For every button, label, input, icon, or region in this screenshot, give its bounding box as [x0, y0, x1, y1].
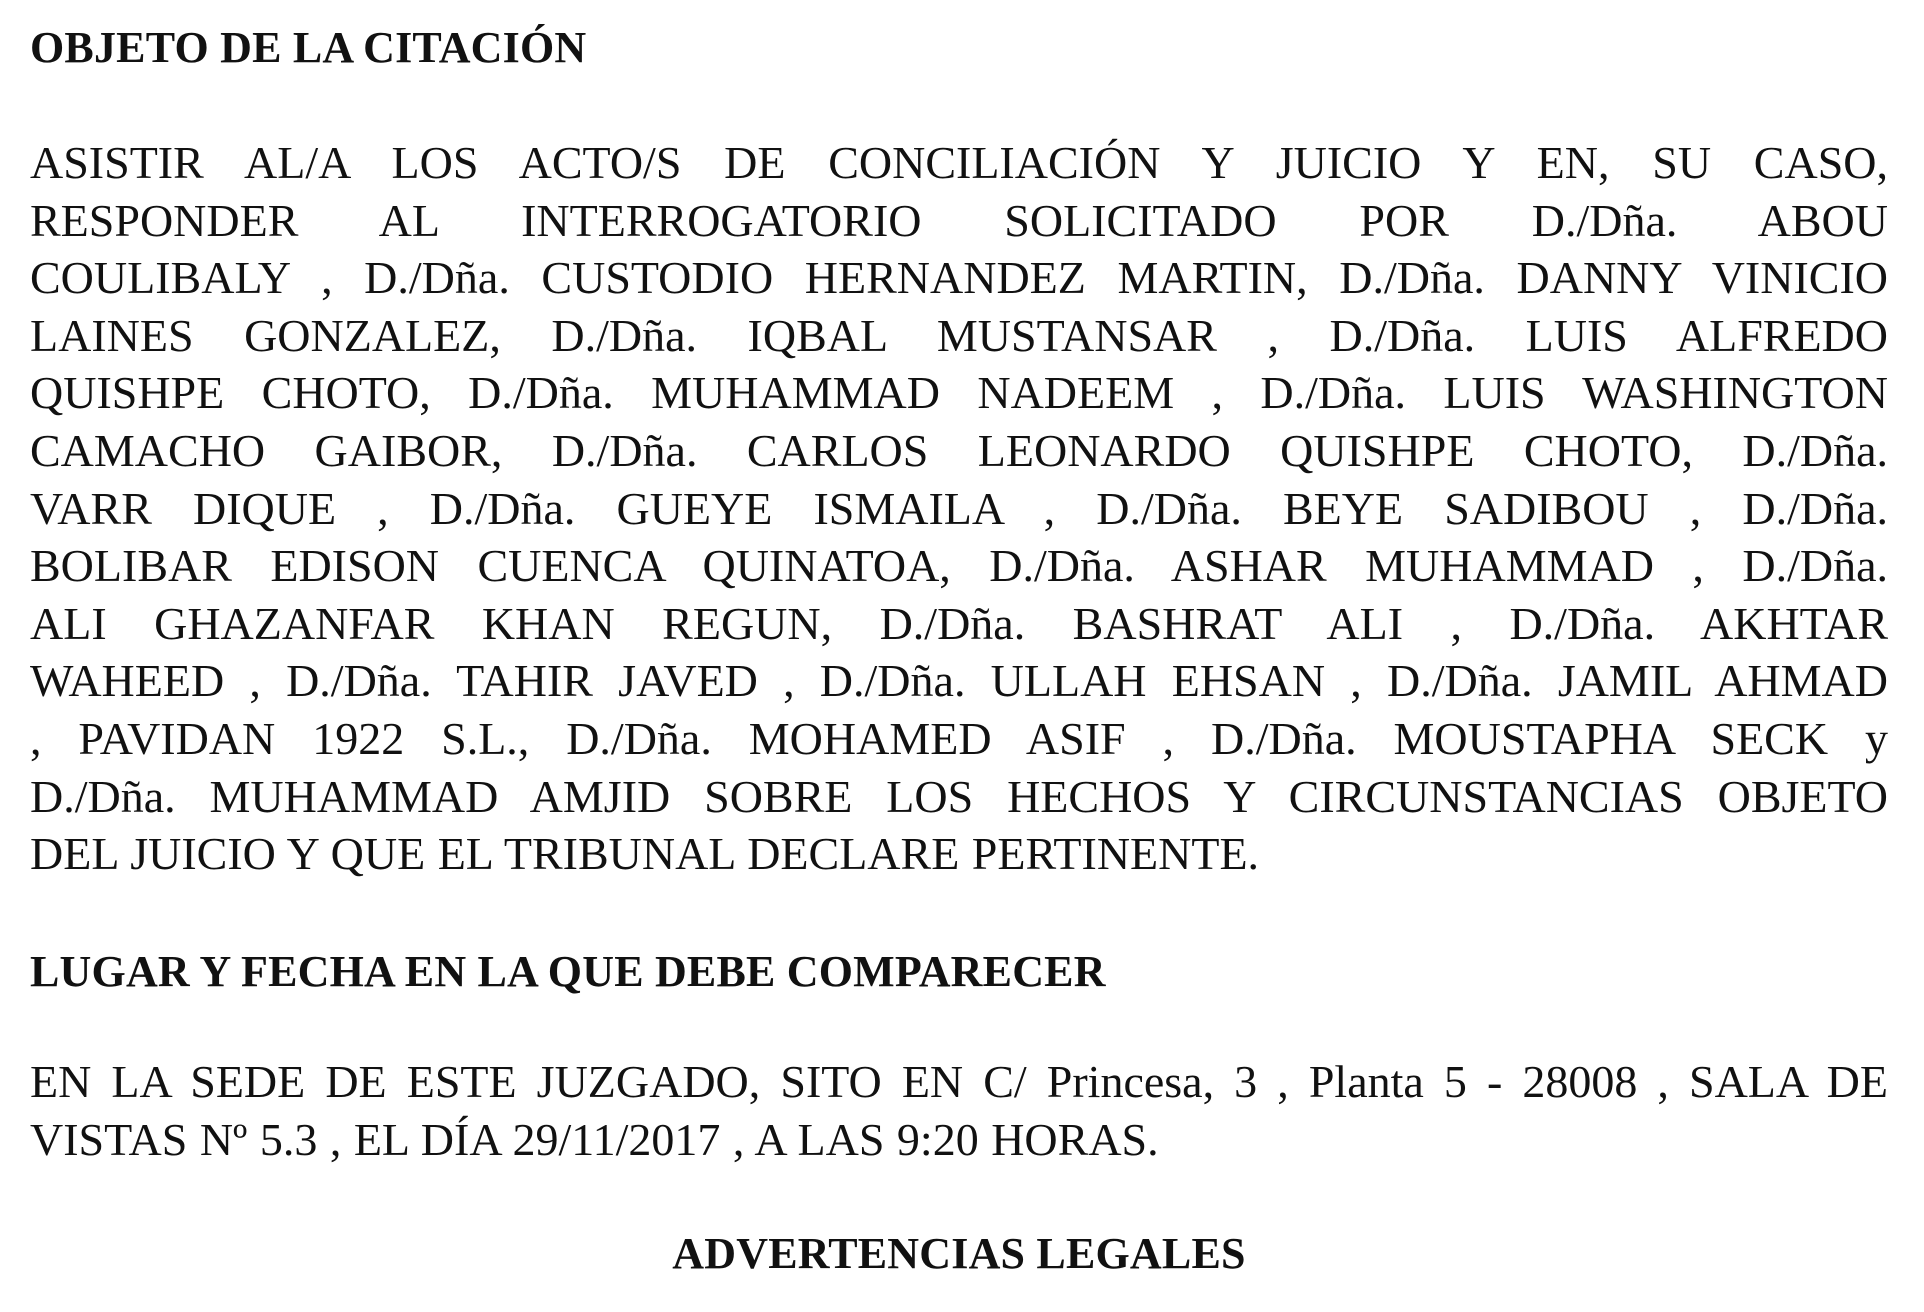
paragraph-line: LAINES GONZALEZ, D./Dña. IQBAL MUSTANSAR , D./Dña. LUIS ALFREDO: [30, 309, 1888, 361]
advertencias-heading: ADVERTENCIAS LEGALES: [672, 1229, 1246, 1278]
paragraph-line: CAMACHO GAIBOR, D./Dña. CARLOS LEONARDO QUISHPE CHOTO, D./Dña.: [30, 424, 1888, 476]
paragraph-line: ALI GHAZANFAR KHAN REGUN, D./Dña. BASHRAT ALI , D./Dña. AKHTAR: [30, 597, 1888, 649]
paragraph-line: VISTAS Nº 5.3 , EL DÍA 29/11/2017 , A LAS 9:20 HORAS.: [30, 1113, 1159, 1165]
objeto-heading: OBJETO DE LA CITACIÓN: [30, 23, 587, 72]
paragraph-line: QUISHPE CHOTO, D./Dña. MUHAMMAD NADEEM , D./Dña. LUIS WASHINGTON: [30, 367, 1888, 419]
paragraph-line: VARR DIQUE , D./Dña. GUEYE ISMAILA , D./Dña. BEYE SADIBOU , D./Dña.: [30, 482, 1888, 534]
paragraph-line: WAHEED , D./Dña. TAHIR JAVED , D./Dña. ULLAH EHSAN , D./Dña. JAMIL AHMAD: [30, 655, 1888, 707]
paragraph-line: BOLIBAR EDISON CUENCA QUINATOA, D./Dña. ASHAR MUHAMMAD , D./Dña.: [30, 540, 1888, 592]
paragraph-line: EN LA SEDE DE ESTE JUZGADO, SITO EN C/ Princesa, 3 , Planta 5 - 28008 , SALA DE: [30, 1056, 1888, 1107]
paragraph-line: RESPONDER AL INTERROGATORIO SOLICITADO POR D./Dña. ABOU: [30, 194, 1888, 246]
paragraph-line: ASISTIR AL/A LOS ACTO/S DE CONCILIACIÓN Y JUICIO Y EN, SU CASO,: [30, 137, 1888, 188]
objeto-paragraph: [30, 134, 1888, 883]
lugar-heading: LUGAR Y FECHA EN LA QUE DEBE COMPARECER: [30, 947, 1106, 996]
paragraph-line: DEL JUICIO Y QUE EL TRIBUNAL DECLARE PERTINENTE.: [30, 828, 1260, 880]
paragraph-line: D./Dña. MUHAMMAD AMJID SOBRE LOS HECHOS Y CIRCUNSTANCIAS OBJETO: [30, 770, 1888, 822]
paragraph-line: , PAVIDAN 1922 S.L., D./Dña. MOHAMED ASIF , D./Dña. MOUSTAPHA SECK y: [30, 712, 1888, 764]
lugar-paragraph: [30, 1053, 1888, 1168]
paragraph-line: COULIBALY , D./Dña. CUSTODIO HERNANDEZ MARTIN, D./Dña. DANNY VINICIO: [30, 252, 1888, 304]
